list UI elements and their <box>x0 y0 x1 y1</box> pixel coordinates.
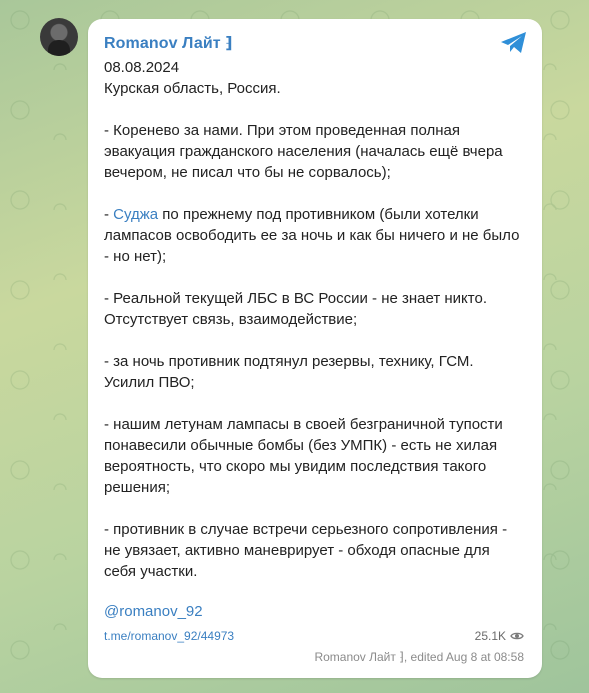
sudzha-link[interactable]: Суджа <box>113 206 159 223</box>
message-meta: Romanov Лайт ⁆, edited Aug 8 at 08:58 <box>314 650 524 664</box>
paragraph-2-dash: - <box>104 206 114 223</box>
message-location: Курская область, Россия. <box>104 80 281 97</box>
eye-icon <box>510 631 524 641</box>
channel-avatar[interactable] <box>40 18 78 56</box>
paragraph-2-text: по прежнему под противником (были хотелки лампасов освободить ее за ночь и как бы ничего и не было - но нет); <box>104 206 520 265</box>
telegram-plane-icon[interactable] <box>500 31 528 55</box>
message-paragraph-2 <box>104 204 524 267</box>
message-paragraph-5: - нашим летунам лампасы в своей безграничной тупости понавесили обычные бомбы (без УМПК) - есть не хилая вероятность, что скоро мы увидим последствия такого решения; <box>104 416 503 496</box>
message-paragraph-4: - за ночь противник подтянул резервы, технику, ГСМ. Усилил ПВО; <box>104 353 474 391</box>
message-paragraph-6: - противник в случае встречи серьезного сопротивления - не увязает, активно маневрирует - обходя опасные для себя участки. <box>104 521 508 580</box>
message-card <box>88 19 542 678</box>
channel-name[interactable]: Romanov Лайт ⁆ <box>104 35 233 52</box>
views-counter <box>475 629 524 643</box>
message-text <box>104 57 524 603</box>
views-count: 25.1K <box>474 629 506 643</box>
message-paragraph-1: - Коренево за нами. При этом проведенная полная эвакуация гражданского населения (началась ещё вчера вечером, не писал что бы не сорвалось); <box>104 122 503 181</box>
message-date: 08.08.2024 <box>104 59 180 76</box>
channel-mention-link[interactable]: @romanov_92 <box>104 603 203 620</box>
post-link[interactable]: t.me/romanov_92/44973 <box>104 629 235 643</box>
message-paragraph-3: - Реальной текущей ЛБС в ВС России - не знает никто. Отсутствует связь, взаимодействие; <box>104 290 487 328</box>
